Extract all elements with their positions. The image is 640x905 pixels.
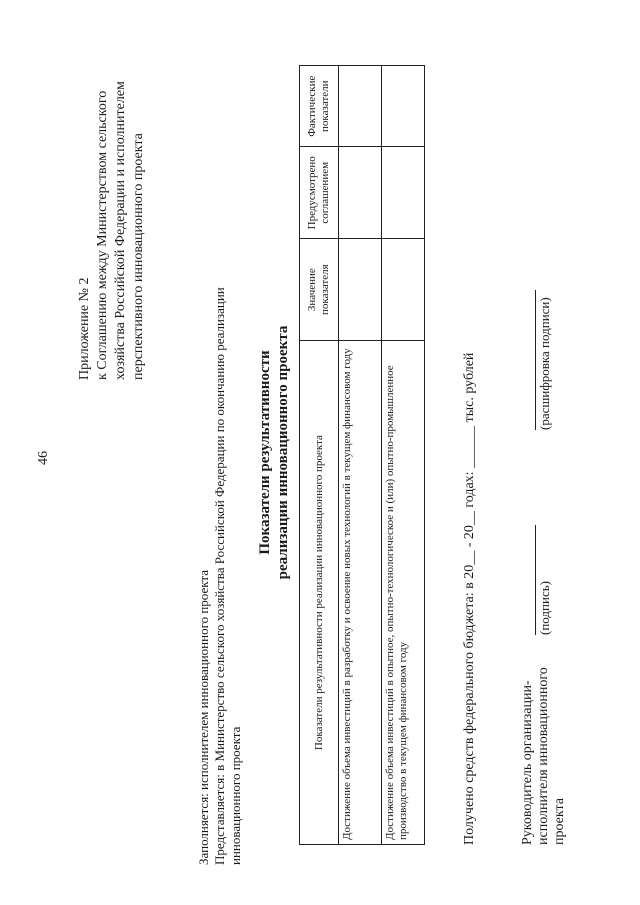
row-indicator-name: Достижение объема инвестиций в опытное, опытно-технологическое и (или) опытно-промышленное производство в текущем финансовом году: [382, 341, 425, 845]
row-planned-cell: [382, 147, 425, 239]
appendix-line: Приложение № 2: [77, 277, 92, 380]
header-value: Значение показателя: [300, 239, 339, 341]
title-line: реализации инновационного проекта: [275, 325, 291, 580]
table-row: [339, 66, 382, 845]
appendix-line: перспективного инновационного проекта: [131, 133, 146, 380]
header-indicators: Показатели результативности реализации инновационного проекта: [300, 341, 339, 845]
decoding-label: (расшифровка подписи): [537, 297, 552, 430]
results-table: [299, 65, 425, 845]
signature-line: [535, 525, 536, 635]
head-title: [520, 667, 568, 845]
fill-info-line: Представляется: в Министерство сельского хозяйства Российской Федерации по окончанию реализации: [212, 287, 227, 865]
appendix-line: хозяйства Российской Федерации и исполнителем: [113, 81, 128, 380]
header-actual: Фактические показатели: [300, 66, 339, 147]
table-row: [382, 66, 425, 845]
row-actual-cell: [382, 66, 425, 147]
row-value-cell: [382, 239, 425, 341]
page-number: 46: [36, 451, 51, 465]
appendix-header: [76, 81, 148, 380]
row-indicator-name: Достижение объема инвестиций в разработку и освоение новых технологий в текущем финансовом году: [339, 341, 382, 845]
head-title-line: исполнителя инновационного: [536, 667, 551, 845]
signature-label: (подпись): [537, 581, 552, 635]
document-title: [256, 0, 292, 905]
appendix-line: к Соглашению между Министерством сельского: [95, 90, 110, 380]
head-title-line: проекта: [552, 798, 567, 845]
fill-info-line: инновационного проекта: [228, 726, 243, 865]
title-line: Показатели результативности: [257, 350, 273, 555]
fill-info-line: Заполняется: исполнителем инновационного проекта: [196, 570, 211, 865]
table-header-row: [300, 66, 339, 845]
decoding-line: [535, 290, 536, 430]
row-value-cell: [339, 239, 382, 341]
funds-line: Получено средств федерального бюджета: в 20__ - 20__ годах: ______ тыс. рублей: [462, 352, 477, 845]
header-planned: Предусмотрено соглашением: [300, 147, 339, 239]
head-title-line: Руководитель организации-: [520, 680, 535, 845]
row-actual-cell: [339, 66, 382, 147]
row-planned-cell: [339, 147, 382, 239]
fill-info: [196, 287, 244, 865]
